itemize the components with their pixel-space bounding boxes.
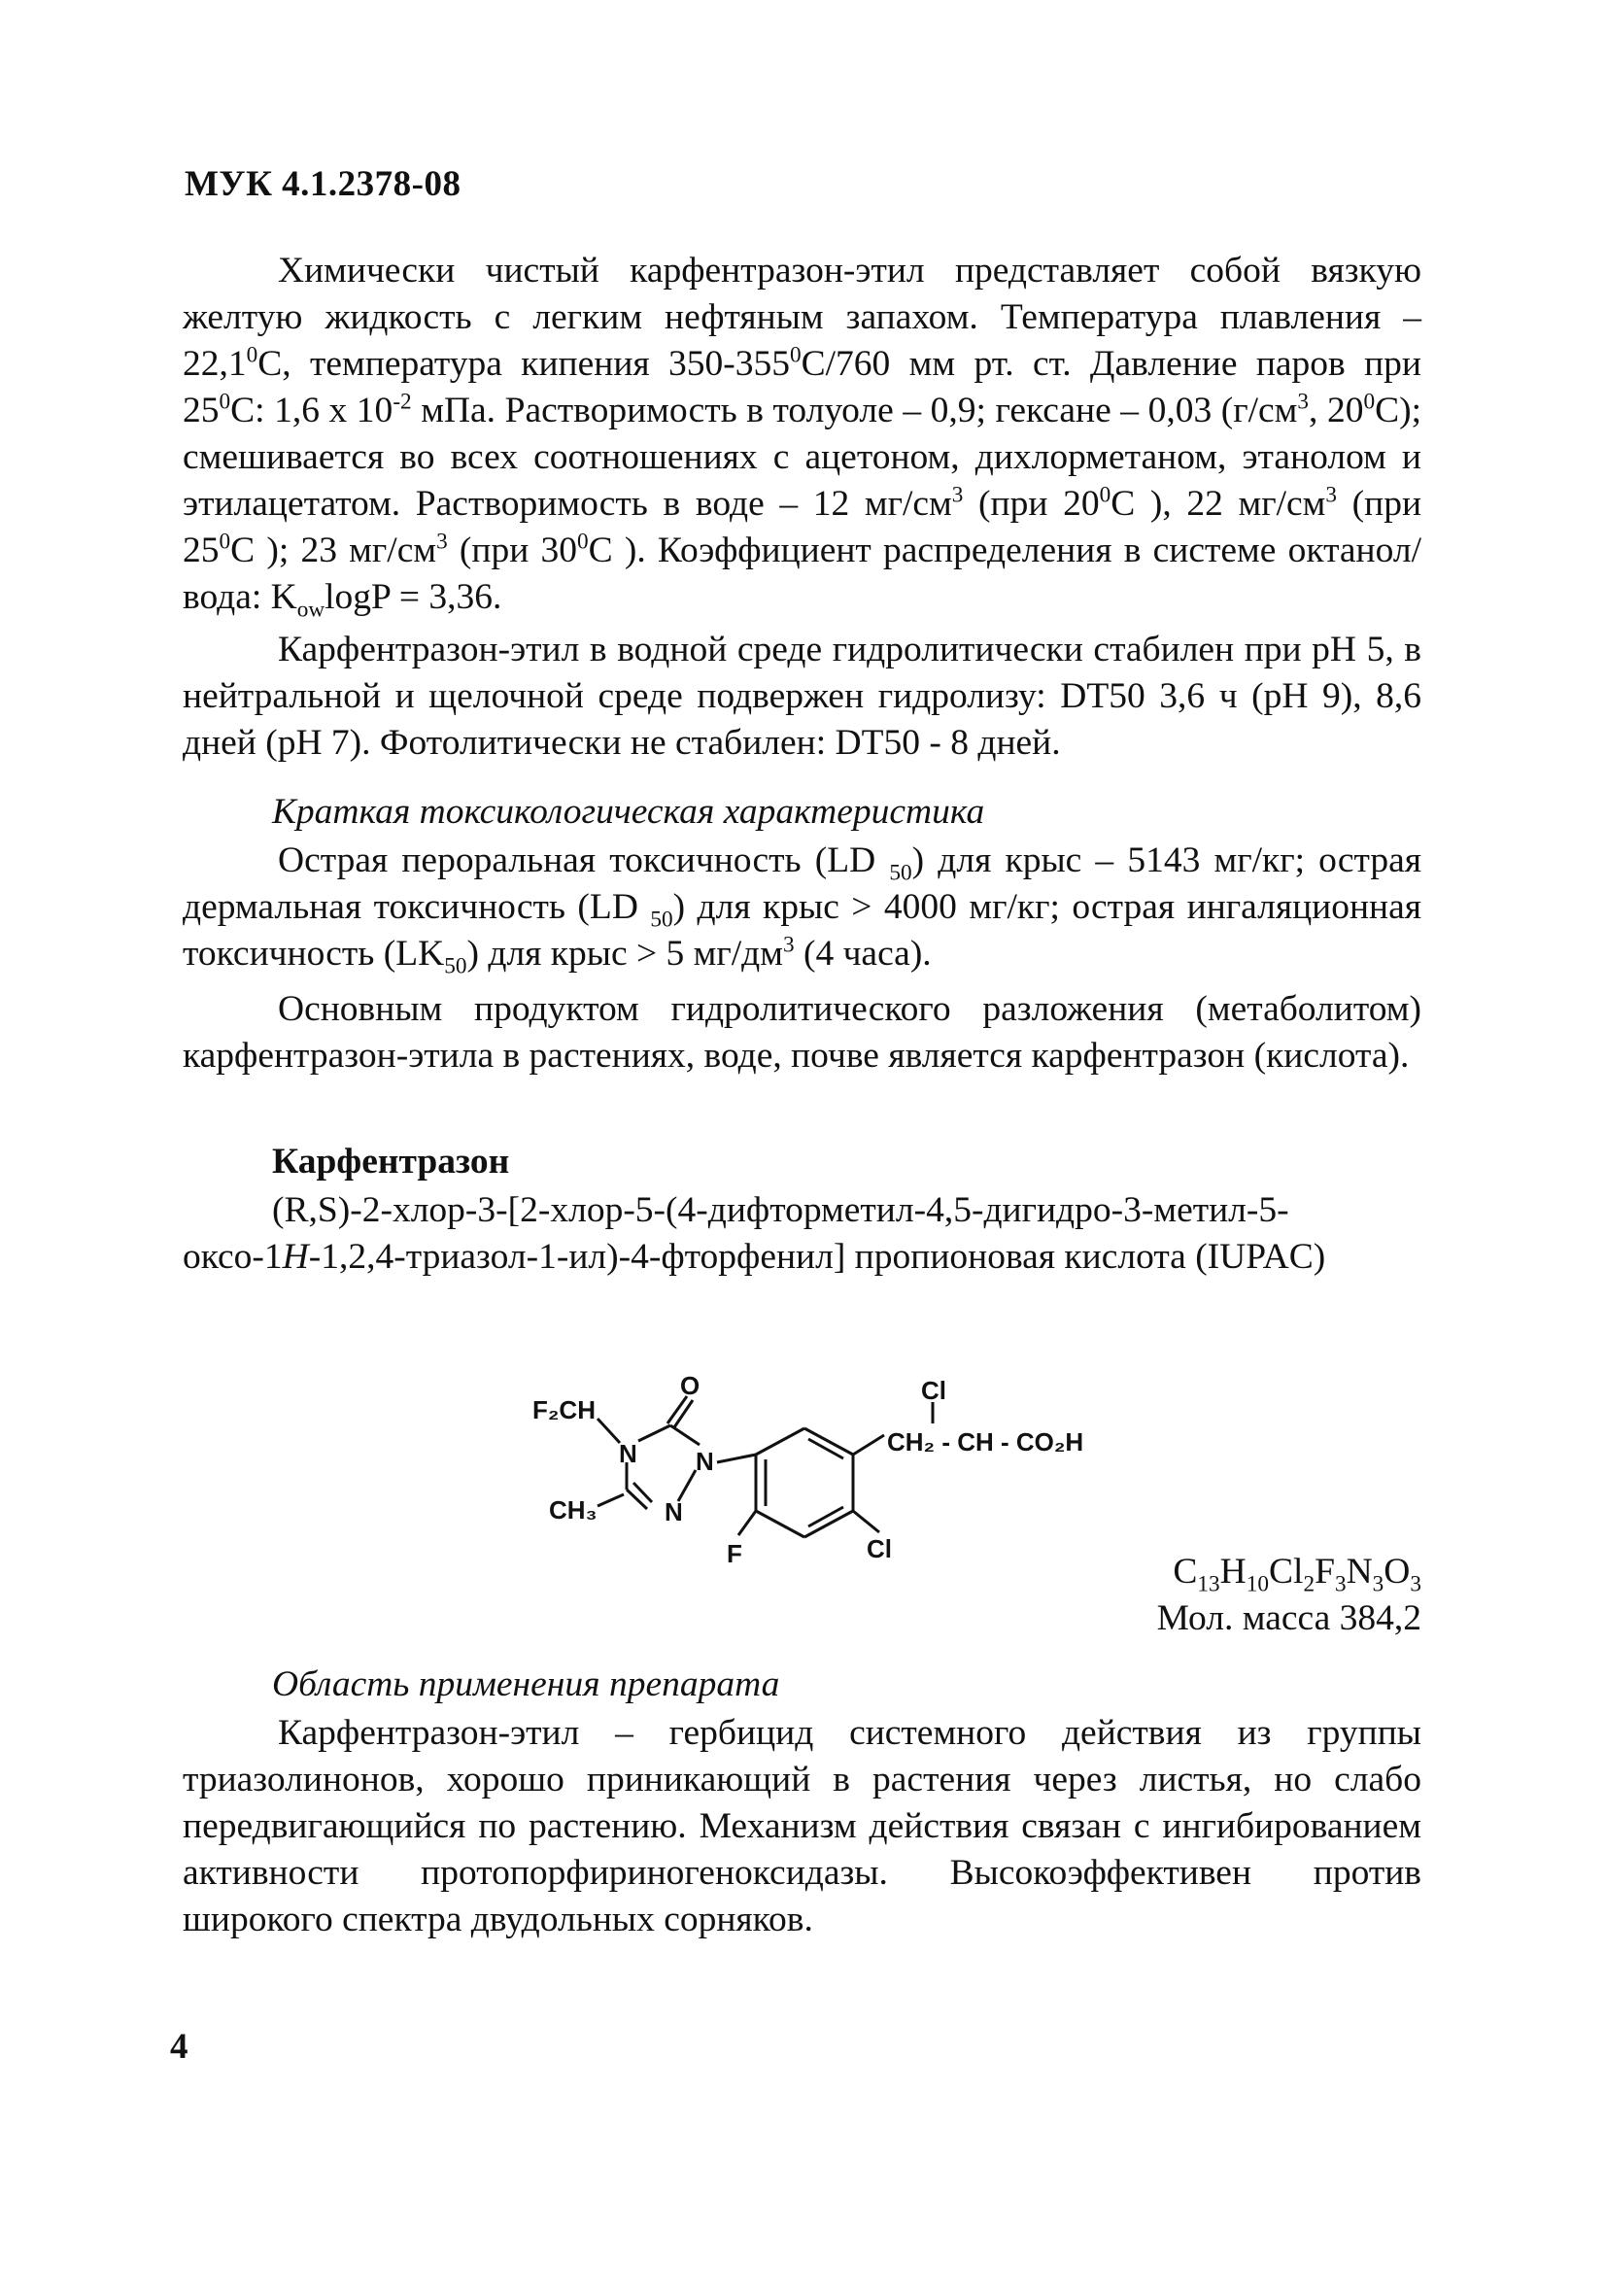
structure-bonds bbox=[598, 1396, 933, 1537]
structure-atom-labels bbox=[532, 1371, 1083, 1568]
atom-cl-side: Cl bbox=[921, 1376, 946, 1405]
document-code-header: МУК 4.1.2378-08 bbox=[185, 164, 461, 204]
paragraph-toxicology: Острая пероральная токсичность (LD $_{50}$) для крыс – 5143 мг/кг; острая дермальная токсичность (LD $_{50}$) для крыс > 4000 мг/кг; острая ингаляционная токсичность $(LK_{50})$ для крыс > 5 $мг/дм^3$ (4 часа). bbox=[183, 840, 1421, 979]
molecular-formula: $C_{13}H_{10}Cl_2F_3N_3O_3$ bbox=[1173, 1552, 1421, 1597]
atom-o: O bbox=[680, 1371, 700, 1400]
atom-f2ch: F₂CH bbox=[532, 1395, 596, 1424]
side-chain: CH₂ - CH - CO₂H bbox=[887, 1427, 1084, 1456]
compound-title: Карфентразон bbox=[272, 1142, 510, 1182]
paragraph-metabolite: Основным продуктом гидролитического разложения (метаболитом) карфентразон-этила в растениях, воде, почве является карфентразон (кислота). bbox=[183, 989, 1421, 1076]
atom-n2: N bbox=[696, 1447, 714, 1476]
structural-formula bbox=[505, 1365, 1205, 1579]
paragraph-application: Карфентразон-этил – гербицид системного действия из группы триазолинонов, хорошо приникающий в растения через листья, но слабо передвигающийся по растению. Механизм действия связан с ингибированием активности протопорфириногеноксидазы. Высокоэффективен против широкого спектра двудольных сорняков. bbox=[183, 1713, 1421, 1939]
paragraph-physical-properties: Химически чистый карфентразон-этил представляет собой вязкую желтую жидкость с легким нефтяным запахом. Температура плавления – 22,1$^0$С, температура кипения $350-355^0С/760$ мм рт. ст. Давление паров при $25^0С$: 1,6 х $10^{-2}$ мПа. Растворимость в толуоле – 0,9; гексане – 0,03 ($г/см^3$, $20^0С$); смешивается во всех соотношениях с ацетоном, дихлорметаном, этанолом и этилацетатом. Растворимость в воде – 12 $мг/см^3$ (при $20^0С$ ), 22 $мг/см^3$ (при $25^0С$ ); 23 $мг/см^3$ (при $30^0С$ ). Коэффициент распределения в системе октанол/вода: $K_{ow}\log P = 3,36$. bbox=[183, 251, 1422, 623]
toxicology-heading: Краткая токсикологическая характеристика bbox=[272, 792, 985, 832]
atom-ch3: CH₃ bbox=[549, 1495, 598, 1525]
atom-f: F bbox=[727, 1539, 742, 1568]
atom-n3: N bbox=[665, 1497, 683, 1526]
molar-mass: Мол. масса 384,2 bbox=[1156, 1598, 1421, 1638]
atom-cl-ring: Cl bbox=[867, 1534, 892, 1563]
iupac-name: (R,S)-2-хлор-3-[2-хлор-5-(4-дифторметил-4,5-дигидро-3-метил-5-оксо-1H-1,2,4-триазол-1-ил)-4-фторфенил] пропионовая кислота (IUPAC) bbox=[183, 1190, 1326, 1277]
application-heading: Область применения препарата bbox=[272, 1664, 780, 1704]
page-number: 4 bbox=[170, 2027, 188, 2067]
molecular-formula-block bbox=[1157, 1549, 1421, 1642]
paragraph-hydrolysis: Карфентразон-этил в водной среде гидролитически стабилен при pH 5, в нейтральной и щелочной среде подвержен гидролизу: DT50 3,6 ч (pH 9), 8,6 дней (pH 7). Фотолитически не стабилен: DT50 - 8 дней. bbox=[183, 630, 1421, 763]
atom-n1: N bbox=[619, 1439, 637, 1468]
